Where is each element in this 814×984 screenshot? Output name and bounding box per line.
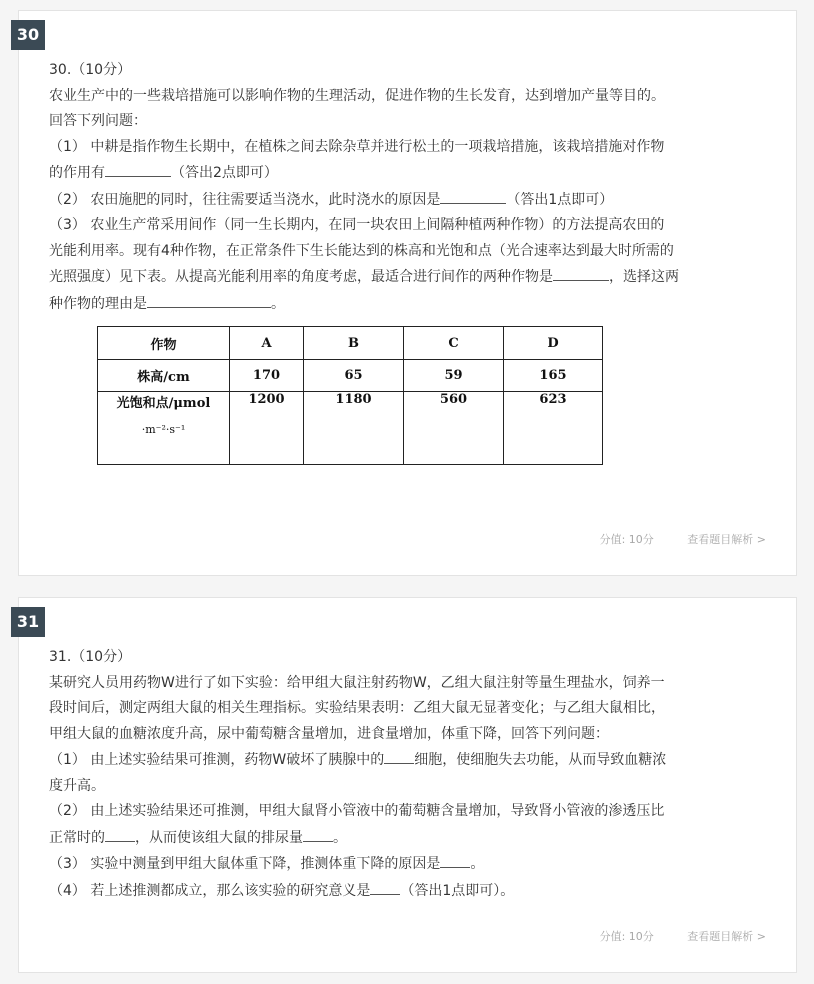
text: （2） 农田施肥的同时，往往需要适当浇水，此时浇水的原因是 [49,191,441,208]
answer-blank [147,291,271,308]
table-row-label: 株高/cm [98,360,230,392]
question-footer [600,531,766,547]
row-label-text: 光饱和点/μmol [116,396,211,411]
sub-question-1 [49,747,769,774]
text: （答出1点即可） [506,191,614,208]
sub-question-1-cont: 度升高。 [49,777,105,794]
table-header-cell: B [304,327,404,360]
text: 。 [333,829,347,846]
question-card-30 [18,10,797,576]
sub-question-3-cont: 光能利用率。现有4种作物，在正常条件下生长能达到的株高和光饱和点（光合速率达到最大时所需的 [49,242,674,259]
sub-question-1-cont [49,160,769,187]
question-body [49,645,769,904]
text: 的作用有 [49,165,105,181]
sub-question-1: （1） 中耕是指作物生长期中，在植株之间去除杂草并进行松土的一项栽培措施，该栽培措施对作物 [49,138,665,155]
table-cell: 560 [404,392,504,465]
table-cell: 1180 [304,392,404,465]
table-cell: 65 [304,360,404,392]
score-label: 分值: 10分 [599,533,654,546]
question-footer [600,928,766,944]
sub-question-3-cont [49,264,769,291]
table-header-cell: 作物 [98,327,230,360]
text: （答出2点即可） [171,165,278,181]
score-label: 分值: 10分 [599,930,654,943]
crop-data-table [97,326,603,465]
table-cell: 623 [504,392,603,465]
text: 。 [271,295,285,312]
question-header: 31.（10分） [49,649,132,665]
answer-blank [370,878,400,895]
question-intro: 农业生产中的一些栽培措施可以影响作物的生理活动，促进作物的生长发育，达到增加产量等目的。 [49,87,665,104]
text: 光照强度）见下表。从提高光能利用率的角度考虑，最适合进行间作的两种作物是 [49,269,553,285]
table-cell: 165 [504,360,603,392]
answer-blank [553,264,609,281]
question-body [49,58,769,317]
row-label-unit: ·m⁻²·s⁻¹ [141,423,186,436]
table-header-row [98,327,603,360]
table-row [98,392,603,465]
table-cell: 170 [230,360,304,392]
view-analysis-link[interactable]: 查看题目解析 > [687,930,766,943]
table-header-cell: D [504,327,603,360]
sub-question-2-cont [49,825,769,852]
answer-blank [303,825,333,842]
text: （4） 若上述推测都成立，那么该实验的研究意义是 [49,882,371,899]
question-number-badge: 31 [11,607,45,637]
text: ，选择这两 [609,269,679,285]
table-header-cell: A [230,327,304,360]
question-intro: 段时间后，测定两组大鼠的相关生理指标。实验结果表明：乙组大鼠无显著变化；与乙组大鼠相比， [49,700,665,716]
table-cell: 59 [404,360,504,392]
text: （3） 实验中测量到甲组大鼠体重下降，推测体重下降的原因是 [49,856,441,872]
table-cell: 1200 [230,392,304,465]
text: （答出1点即可）。 [400,882,515,899]
answer-blank [440,187,506,204]
answer-blank [440,851,470,868]
sub-question-3: （3） 农业生产常采用间作（同一生长期内，在同一块农田上间隔种植两种作物）的方法提高农田的 [49,217,665,233]
text: 细胞，使细胞失去功能，从而导致血糖浓 [414,752,667,768]
question-header: 30.（10分） [49,62,132,78]
text: 种作物的理由是 [49,295,147,312]
question-intro: 某研究人员用药物W进行了如下实验：给甲组大鼠注射药物W，乙组大鼠注射等量生理盐水，饲养一 [49,674,665,691]
answer-blank [105,160,171,177]
table-header-cell: C [404,327,504,360]
sub-question-3 [49,851,769,878]
table-row-label [98,392,230,465]
question-card-31 [18,597,797,973]
text: 。 [470,856,485,872]
text: （1） 由上述实验结果可推测，药物W破坏了胰腺中的 [49,752,385,768]
answer-blank [105,825,135,842]
question-intro: 回答下列问题： [49,113,147,129]
table-row [98,360,603,392]
answer-blank [384,747,414,764]
question-intro: 甲组大鼠的血糖浓度升高，尿中葡萄糖含量增加，进食量增加，体重下降，回答下列问题： [49,725,609,742]
sub-question-2: （2） 由上述实验结果还可推测，甲组大鼠肾小管液中的葡萄糖含量增加，导致肾小管液的渗透压比 [49,803,665,819]
sub-question-3-cont [49,291,769,318]
question-number-badge: 30 [11,20,45,50]
view-analysis-link[interactable]: 查看题目解析 > [687,533,766,546]
text: 正常时的 [49,829,105,846]
text: ，从而使该组大鼠的排尿量 [135,829,303,846]
sub-question-4 [49,878,769,905]
sub-question-2 [49,187,769,214]
